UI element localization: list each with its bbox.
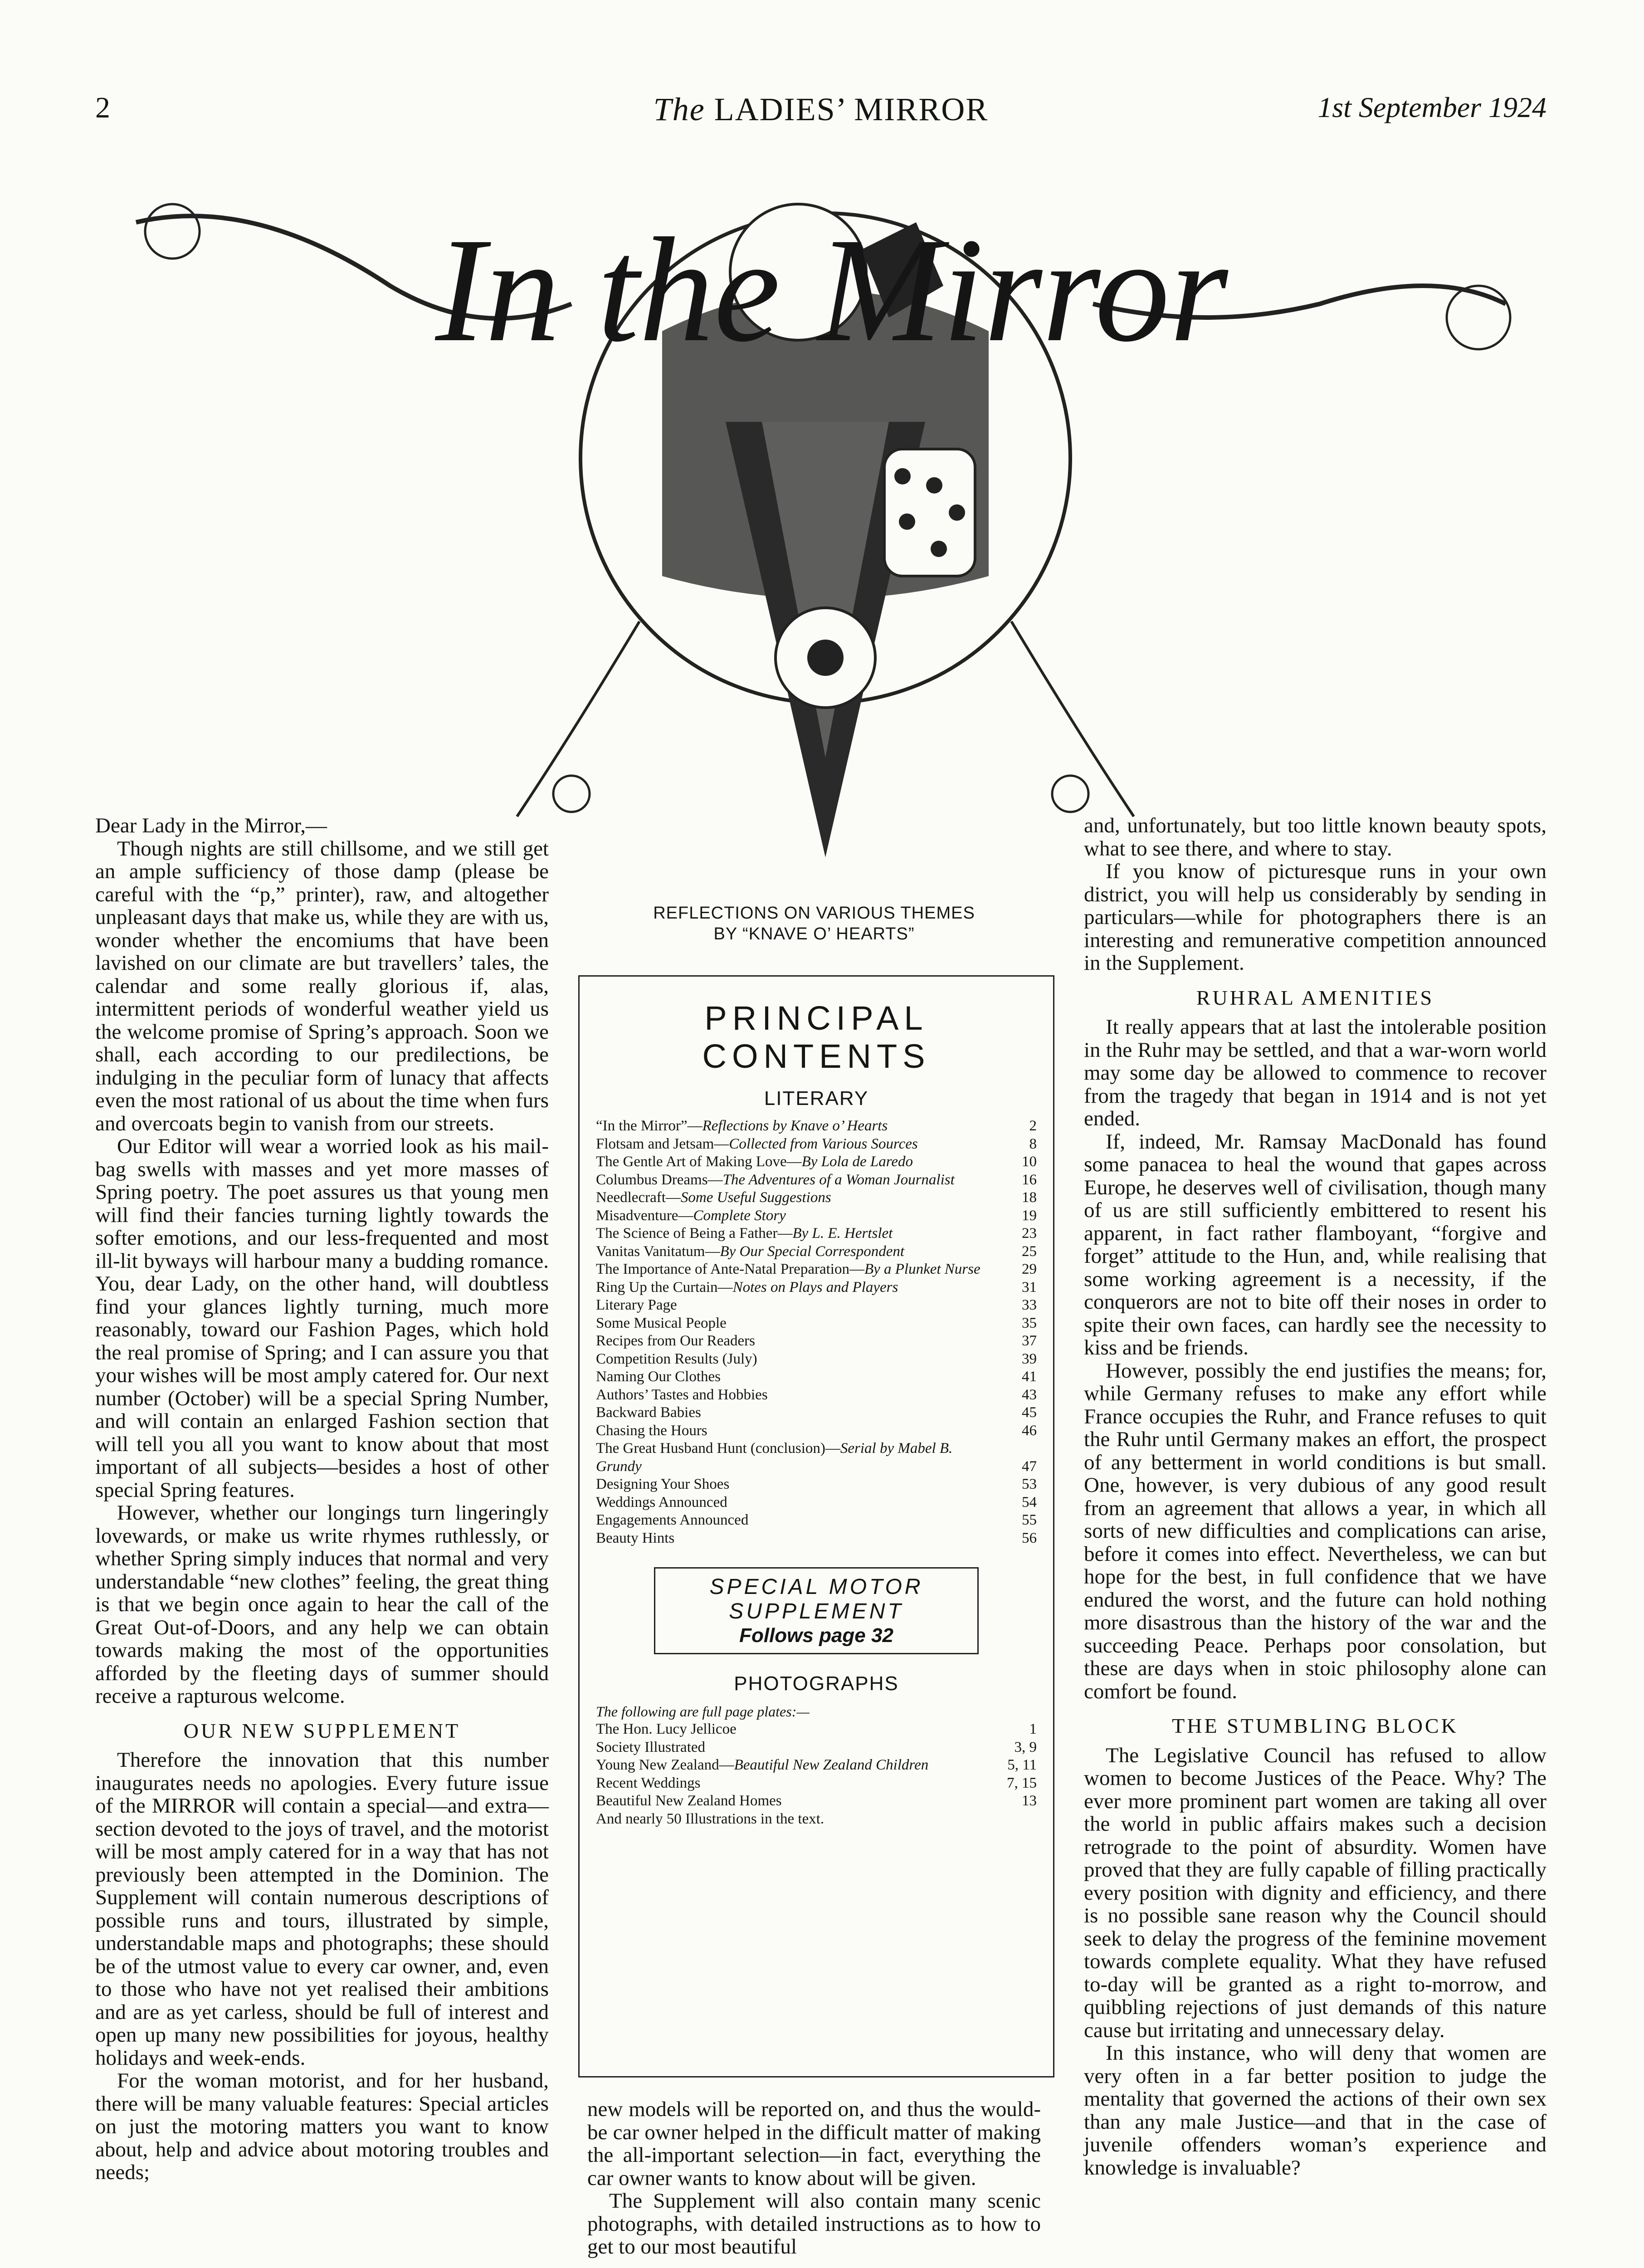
entry-page: 23 xyxy=(1022,1225,1037,1242)
entry-byline: By a Plunket Nurse xyxy=(864,1261,981,1277)
entry-byline: Complete Story xyxy=(693,1207,786,1224)
motor-follows: Follows page 32 xyxy=(739,1624,893,1647)
entry-title-text: Columbus Dreams— xyxy=(596,1171,723,1188)
contents-entry xyxy=(596,1739,1037,1757)
contents-box xyxy=(578,975,1054,2077)
contents-entry xyxy=(596,1494,1037,1512)
contents-entry xyxy=(596,1189,1037,1207)
photographs-heading: PHOTOGRAPHS xyxy=(734,1672,899,1695)
entry-page: 19 xyxy=(1022,1207,1037,1224)
paragraph: The Legislative Council has refused to allow women to become Justices of the Peace. Why? The ever more prominent part women are taking all over the world in public affairs makes such a decision retrograde to the point of absurdity. Women have proved that they are fully capable of filling practically every position with dignity and efficiency, and there is no possible sane reason why the Council should seek to delay the progress of the feminine movement towards complete equality. What they have refused to-day will be granted as a right to-morrow, and quibbling rejections of just demands of this nature cause but irritating and unnecessary delay. xyxy=(1084,1743,1546,2042)
contents-title-line: PRINCIPAL xyxy=(704,999,928,1037)
entry-title xyxy=(596,1153,987,1171)
contents-entry xyxy=(596,1225,1037,1243)
entry-title xyxy=(596,1774,987,1793)
paragraph: However, whether our longings turn lingeringly lovewards, or make us write rhymes ruthlessly, or whether Spring simply induces that normal and very understandable “new clothes” feeling, the great thing is that we begin once again to hear the call of the Great Out-of-Doors, and any help we can obtain towards making the most of the opportunities afforded by the fleeting days of summer should receive a rapturous welcome. xyxy=(95,1501,549,1708)
section-heading: THE STUMBLING BLOCK xyxy=(1172,1714,1459,1737)
banner-caption: In the Mirror xyxy=(435,207,1228,373)
entry-title-text: Literary Page xyxy=(596,1297,677,1313)
motor-line: SPECIAL MOTOR xyxy=(709,1575,923,1599)
left-column xyxy=(95,814,549,2184)
entry-title-text: Beautiful New Zealand Homes xyxy=(596,1793,782,1809)
paragraph: and, unfortunately, but too little known beauty spots, what to see there, and where to stay. xyxy=(1084,814,1546,860)
entry-page: 35 xyxy=(1022,1315,1037,1331)
entry-byline: By Our Special Correspondent xyxy=(720,1243,905,1260)
photos-intro: The following are full page plates:— xyxy=(596,1703,810,1720)
entry-title xyxy=(596,1296,987,1315)
entry-page: 39 xyxy=(1022,1350,1037,1367)
entry-title-text: Some Musical People xyxy=(596,1315,727,1331)
section-heading: OUR NEW SUPPLEMENT xyxy=(183,1719,461,1742)
entry-page: 33 xyxy=(1022,1297,1037,1313)
entry-title xyxy=(596,1440,987,1476)
entry-byline: Notes on Plays and Players xyxy=(732,1279,898,1295)
entry-title-text: Young New Zealand— xyxy=(596,1757,734,1773)
entry-page: 5, 11 xyxy=(1007,1757,1037,1773)
entry-page: 8 xyxy=(1029,1135,1037,1152)
in-the-mirror-banner xyxy=(118,168,1524,871)
photos-list xyxy=(596,1721,1037,1810)
entry-title xyxy=(596,1530,987,1548)
contents-title xyxy=(596,999,1037,1075)
middle-column-text xyxy=(587,2098,1041,2258)
paragraph: Therefore the innovation that this number inaugurates needs no apologies. Every future issue of the MIRROR will contain a special—and extra—section devoted to the joys of travel, and the motorist will be most amply catered for in a way that has not previously been attempted in the Dominion. The Supplement will contain numerous descriptions of possible runs and tours, illustrated by simple, understandable maps and photographs; these should be of the utmost value to every car owner, and, even to those who have not yet realised their ambitions and are as yet carless, should be full of interest and open up many new possibilities for joyous, healthy holidays and week-ends. xyxy=(95,1748,549,2070)
entry-title xyxy=(596,1207,987,1225)
entry-page: 56 xyxy=(1022,1530,1037,1546)
entry-page: 53 xyxy=(1022,1476,1037,1492)
entry-page: 46 xyxy=(1022,1422,1037,1439)
entry-title-text: The Hon. Lucy Jellicoe xyxy=(596,1721,737,1737)
entry-byline: Beautiful New Zealand Children xyxy=(734,1757,929,1773)
entry-title-text: Chasing the Hours xyxy=(596,1422,707,1439)
entry-byline: The Adventures of a Woman Journalist xyxy=(722,1171,955,1188)
entry-title-text: Vanitas Vanitatum— xyxy=(596,1243,720,1260)
entry-title-text: Backward Babies xyxy=(596,1404,701,1421)
contents-entry xyxy=(596,1153,1037,1171)
entry-page: 41 xyxy=(1022,1369,1037,1385)
literary-heading: LITERARY xyxy=(764,1087,869,1110)
contents-entry xyxy=(596,1117,1037,1135)
entry-page: 7, 15 xyxy=(1007,1774,1037,1791)
entry-page: 55 xyxy=(1022,1512,1037,1528)
entry-title-text: Needlecraft— xyxy=(596,1189,681,1206)
contents-entry xyxy=(596,1774,1037,1793)
entry-title xyxy=(596,1386,987,1404)
paragraph: Our Editor will wear a worried look as his mail-bag swells with masses and yet more masses of Spring poetry. The poet assures us that young men will find their fancies turning lightly towards the softer emotions, and our less-frequented and most ill-lit byways will harbour many a budding romance. You, dear Lady, on the other hand, will doubtless find your glances lightly turning, much more reasonably, toward our Fashion Pages, which hold the real promise of Spring; and I can assure you that your wishes will be most amply catered for. Our next number (October) will be a special Spring Number, and will contain an enlarged Fashion section that will tell you all you want to know about that most important of all subjects—besides a host of other special Spring features. xyxy=(95,1134,549,1502)
title-the: The xyxy=(653,91,705,127)
entry-page: 1 xyxy=(1029,1721,1037,1737)
contents-entry xyxy=(596,1207,1037,1225)
running-header xyxy=(95,91,1546,145)
entry-title-text: The Gentle Art of Making Love— xyxy=(596,1154,802,1170)
entry-title xyxy=(596,1117,987,1135)
entry-page: 43 xyxy=(1022,1386,1037,1403)
entry-title xyxy=(596,1511,987,1530)
entry-title-text: Weddings Announced xyxy=(596,1494,727,1510)
contents-entry xyxy=(596,1721,1037,1739)
contents-entry xyxy=(596,1756,1037,1774)
entry-byline: By Lola de Laredo xyxy=(801,1154,913,1170)
contents-entry xyxy=(596,1530,1037,1548)
paragraph: In this instance, who will deny that women are very often in a far better position to judge the mentality that governed the actions of their own sex than any male Justice—and that in the case of juvenile offenders woman’s experience and knowledge is invaluable? xyxy=(1084,2041,1546,2180)
entry-page: 18 xyxy=(1022,1189,1037,1206)
entry-title-text: Competition Results (July) xyxy=(596,1350,757,1367)
entry-title xyxy=(596,1243,987,1261)
literary-list xyxy=(596,1117,1037,1547)
entry-title-text: Authors’ Tastes and Hobbies xyxy=(596,1386,768,1403)
entry-title xyxy=(596,1422,987,1440)
entry-page: 13 xyxy=(1022,1793,1037,1809)
section-heading: RUHRAL AMENITIES xyxy=(1196,986,1434,1009)
entry-page: 37 xyxy=(1022,1333,1037,1349)
entry-title xyxy=(596,1756,987,1774)
entry-title xyxy=(596,1315,987,1333)
entry-title xyxy=(596,1368,987,1386)
reflections-subtitle xyxy=(587,903,1041,944)
entry-title xyxy=(596,1135,987,1154)
contents-entry xyxy=(596,1261,1037,1279)
contents-entry xyxy=(596,1404,1037,1422)
entry-page: 2 xyxy=(1029,1118,1037,1134)
contents-entry xyxy=(596,1243,1037,1261)
entry-title-text: The Importance of Ante-Natal Preparation— xyxy=(596,1261,864,1277)
entry-page: 10 xyxy=(1022,1154,1037,1170)
entry-title-text: Naming Our Clothes xyxy=(596,1369,721,1385)
entry-title xyxy=(596,1350,987,1369)
contents-entry xyxy=(596,1350,1037,1369)
contents-entry xyxy=(596,1135,1037,1154)
contents-entry xyxy=(596,1511,1037,1530)
banner-illustration xyxy=(118,168,1524,871)
contents-entry xyxy=(596,1422,1037,1440)
contents-entry xyxy=(596,1332,1037,1350)
entry-title xyxy=(596,1494,987,1512)
entry-title xyxy=(596,1261,987,1279)
entry-title xyxy=(596,1792,987,1810)
issue-date: 1st September 1924 xyxy=(1317,91,1546,123)
entry-title-text: The Great Husband Hunt (conclusion)— xyxy=(596,1440,840,1457)
paragraph: Though nights are still chillsome, and we still get an ample sufficiency of those damp (please be careful with the “p,” printer), raw, and altogether unpleasant days that make us, while they are with us, wonder whether the encomiums that have been lavished on our climate are but travellers’ tales, the calendar and some really glorious if, alas, intermittent periods of wonderful weather yield us the welcome promise of Spring’s approach. Soon we shall, each according to our predilections, be indulging in the peculiar form of lunacy that affects even the most rational of us about the time when furs and overcoats begin to vanish from our streets. xyxy=(95,836,549,1135)
right-column xyxy=(1084,814,1546,2179)
paragraph: For the woman motorist, and for her husband, there will be many valuable features: Special articles on just the motoring matters you want to know about, help and advice about motoring troubles and needs; xyxy=(95,2069,549,2184)
entry-byline: Collected from Various Sources xyxy=(729,1135,918,1152)
contents-title-line: CONTENTS xyxy=(702,1037,931,1075)
entry-page: 29 xyxy=(1022,1261,1037,1277)
contents-entry xyxy=(596,1440,1037,1476)
entry-title-text: The Science of Being a Father— xyxy=(596,1225,793,1242)
entry-byline: Reflections by Knave o’ Hearts xyxy=(702,1118,888,1134)
entry-page: 45 xyxy=(1022,1404,1037,1421)
title-rest: LADIES’ MIRROR xyxy=(714,91,989,127)
motor-line: SUPPLEMENT xyxy=(729,1599,904,1623)
entry-title-text: Designing Your Shoes xyxy=(596,1476,730,1492)
entry-title-text: Ring Up the Curtain— xyxy=(596,1279,733,1295)
paragraph: The Supplement will also contain many scenic photographs, with detailed instructions as to how to get to our most beautiful xyxy=(587,2189,1041,2258)
entry-title-text: Recipes from Our Readers xyxy=(596,1333,755,1349)
contents-entry xyxy=(596,1315,1037,1333)
entry-page: 54 xyxy=(1022,1494,1037,1510)
entry-page: 3, 9 xyxy=(1014,1739,1037,1755)
entry-title xyxy=(596,1189,987,1207)
contents-entry xyxy=(596,1171,1037,1189)
contents-entry xyxy=(596,1296,1037,1315)
entry-title-text: Misadventure— xyxy=(596,1207,693,1224)
entry-page: 47 xyxy=(1022,1458,1037,1475)
paragraph: new models will be reported on, and thus the would-be car owner helped in the difficult matter of making the all-important selection—in fact, everything the car owner wants to know about will be given. xyxy=(587,2097,1041,2190)
entry-title-text: Flotsam and Jetsam— xyxy=(596,1135,729,1152)
entry-title xyxy=(596,1332,987,1350)
contents-entry xyxy=(596,1476,1037,1494)
photos-note: And nearly 50 Illustrations in the text. xyxy=(596,1810,824,1827)
entry-byline: By L. E. Hertslet xyxy=(792,1225,893,1242)
entry-title-text: Engagements Announced xyxy=(596,1512,749,1528)
entry-title-text: Beauty Hints xyxy=(596,1530,675,1546)
entry-title-text: Society Illustrated xyxy=(596,1739,706,1755)
reflections-line: BY “KNAVE O’ HEARTS” xyxy=(713,924,915,943)
contents-entry xyxy=(596,1368,1037,1386)
paragraph: If, indeed, Mr. Ramsay MacDonald has found some panacea to heal the wound that gapes across Europe, he deserves well of civilisation, though many of us are still sufficiently embittered to resent his apparent, in fact rather flamboyant, “forgive and forget” attitude to the Hun, and, while realising that some working agreement is a necessity, if the conquerors are not to bite off their noses in order to spite their own faces, can hardly see the necessity to kiss and be friends. xyxy=(1084,1129,1546,1359)
entry-byline: Some Useful Suggestions xyxy=(680,1189,831,1206)
entry-title xyxy=(596,1225,987,1243)
entry-title xyxy=(596,1171,987,1189)
paragraph: If you know of picturesque runs in your own district, you will help us considerably by sending in particulars—while for photographers there is an interesting and remunerative competition announced in the Supplement. xyxy=(1084,860,1546,975)
entry-title xyxy=(596,1476,987,1494)
entry-title xyxy=(596,1404,987,1422)
entry-title xyxy=(596,1279,987,1297)
entry-page: 25 xyxy=(1022,1243,1037,1260)
paragraph: However, possibly the end justifies the means; for, while Germany refuses to make any effort while France occupies the Ruhr, and France refuses to quit the Ruhr until Germany makes an effort, the prospect of any betterment in world conditions is but small. One, however, is very dubious of any good result from an agreement that allows a year, in which all sorts of new difficulties and complications can arise, before it comes into effect. Nevertheless, we can but hope for the best, in full confidence that we have endured the worst, and the future can hold nothing more disastrous than the history of the war and the succeeding Peace. Perhaps poor consolation, but these are days when in stoic philosophy alone can comfort be found. xyxy=(1084,1359,1546,1703)
reflections-line: REFLECTIONS ON VARIOUS THEMES xyxy=(653,904,975,923)
contents-entry xyxy=(596,1279,1037,1297)
entry-title-text: Recent Weddings xyxy=(596,1774,701,1791)
entry-title-text: “In the Mirror”— xyxy=(596,1118,702,1134)
entry-byline: Serial by Mabel B. Grundy xyxy=(596,1440,953,1475)
entry-page: 31 xyxy=(1022,1279,1037,1295)
page-number: 2 xyxy=(95,91,110,124)
entry-page: 16 xyxy=(1022,1171,1037,1188)
contents-entry xyxy=(596,1792,1037,1810)
motor-supplement-notice xyxy=(654,1567,979,1654)
salutation: Dear Lady in the Mirror,— xyxy=(95,814,327,837)
contents-entry xyxy=(596,1386,1037,1404)
paragraph: It really appears that at last the intolerable position in the Ruhr may be settled, and that a war-worn world may some day be allowed to commence to recover from the tragedy that began in 1914 and is not yet ended. xyxy=(1084,1015,1546,1130)
entry-title xyxy=(596,1739,987,1757)
entry-title xyxy=(596,1721,987,1739)
